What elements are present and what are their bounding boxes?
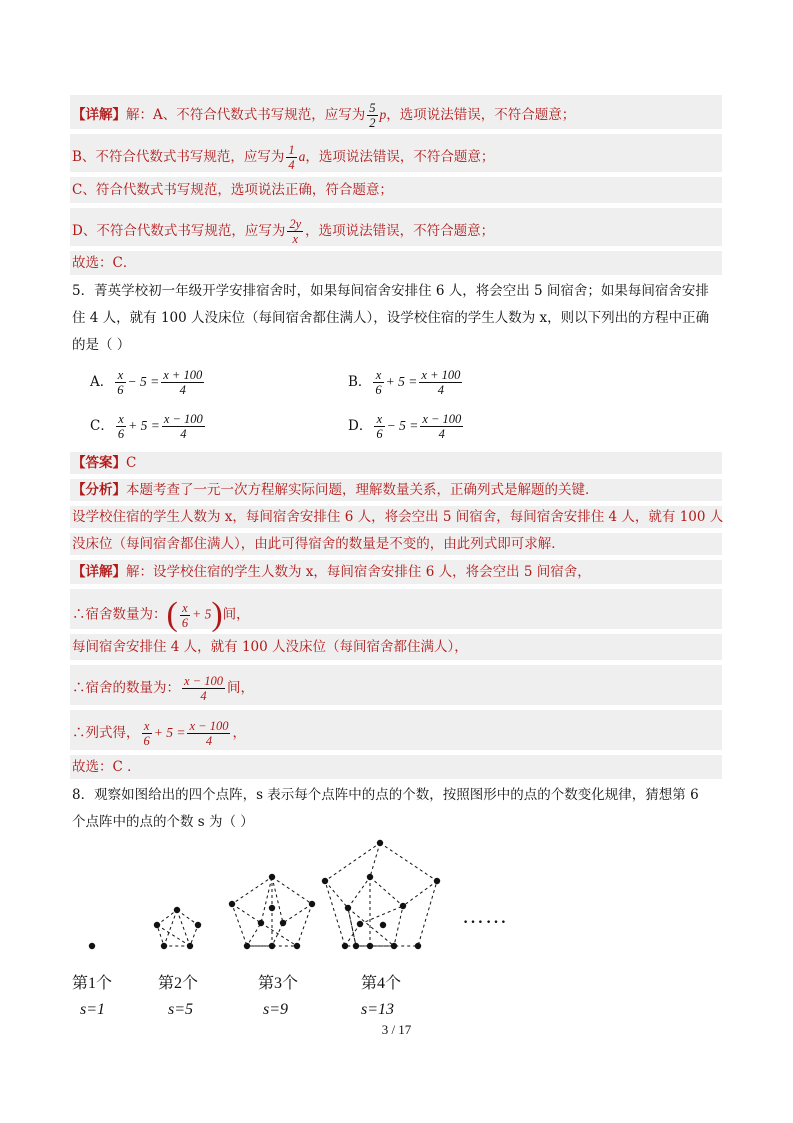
analysis-line2: 设学校住宿的学生人数为 x，每间宿舍安排住 6 人，将会空出 5 间宿舍，每间宿舍安排住 4 人，就有 100 人	[72, 509, 724, 525]
figure-label-1: 第1个	[72, 975, 113, 992]
detail-tag: 【详解】	[72, 564, 126, 580]
figure-label-2: 第2个	[158, 975, 199, 992]
figure-label-4: 第4个	[361, 975, 402, 992]
option-d[interactable]: D． $\frac{x}{6}$ − 5 = $\frac{x - 100}{4}$	[348, 412, 462, 441]
fraction: $\frac{5}{2}$	[369, 101, 376, 130]
lattice-lines	[157, 843, 437, 946]
answer-line	[72, 453, 136, 473]
detail-line-b: B、不符合代数式书写规范，应写为 $\frac{1}{4}$ a，选项说法错误，不符合题意；	[72, 143, 495, 172]
option-a[interactable]: A． $\frac{x}{6}$ − 5 = $\frac{x + 100}{4}$	[90, 368, 203, 397]
detail-line-a	[72, 101, 575, 130]
q8-line2: 个点阵中的点的个数 s 为（ ）	[72, 814, 254, 830]
fraction: $\frac{2y}{x}$	[289, 217, 302, 246]
detail2-dorm1: ∴宿舍数量为：( $\frac{x}{6}$ + 5)间，	[72, 596, 250, 633]
detail-line-d: D、不符合代数式书写规范，应写为 $\frac{2y}{x}$ ，选项说法错误，不符合题意；	[72, 217, 495, 246]
highlight-band	[70, 755, 722, 779]
detail-text: 解：A、不符合代数式书写规范，应写为	[126, 107, 366, 123]
option-c[interactable]: C． $\frac{x}{6}$ + 5 = $\frac{x - 100}{4}$	[90, 412, 203, 441]
detail-text: ，选项说法错误，不符合题意；	[386, 107, 576, 123]
detail-tag: 【详解】	[72, 107, 126, 123]
q8-line1: 8．观察如图给出的四个点阵，s 表示每个点阵中的点的个数，按照图形中的点的个数变化规律，猜想第 6	[72, 787, 699, 803]
detail2-line1: 【详解】解：设学校住宿的学生人数为 x，每间宿舍安排住 6 人，将会空出 5 间宿舍，	[72, 564, 591, 580]
detail2-dorm2: ∴宿舍的数量为： $\frac{x - 100}{4}$ 间，	[72, 674, 254, 703]
fraction: $\frac{1}{4}$	[288, 143, 295, 172]
analysis-line1: 【分析】本题考查了一元一次方程解实际问题，理解数量关系，正确列式是解题的关键．	[72, 482, 599, 498]
highlight-band	[70, 452, 722, 474]
lattice-dots	[89, 840, 440, 949]
page-number: 3 / 17	[381, 1022, 412, 1037]
count-label-2: s=5	[168, 1001, 194, 1018]
highlight-band	[70, 251, 722, 275]
q5-line1: 5．菁英学校初一年级开学安排宿舍时，如果每间宿舍安排住 6 人，将会空出 5 间宿舍；如果每间宿舍安排	[72, 283, 709, 299]
analysis-line3: 没床位（每间宿舍都住满人），由此可得宿舍的数量是不变的，由此列式即可求解．	[72, 536, 565, 552]
analysis-tag: 【分析】	[72, 482, 126, 498]
answer-value: C	[126, 455, 137, 471]
count-label-3: s=9	[263, 1001, 289, 1018]
variable: p	[379, 107, 387, 122]
detail2-equation: ∴列式得， $\frac{x}{6}$ + 5 = $\frac{x - 100}{4}$ ，	[72, 719, 246, 748]
detail-choose: 故选：C．	[72, 255, 137, 271]
detail2-choose: 故选：C ．	[72, 759, 141, 775]
detail2-line3: 每间宿舍安排住 4 人，就有 100 人没床位（每间宿舍都住满人），	[72, 639, 468, 655]
q5-line3: 的是（ ）	[72, 337, 131, 353]
dot-lattice-diagram	[0, 832, 793, 972]
figure-label-3: 第3个	[258, 975, 299, 992]
q5-line2: 住 4 人，就有 100 人没床位（每间宿舍都住满人），设学校住宿的学生人数为 x，则以下列出的方程中正确	[72, 310, 710, 326]
option-b[interactable]: B． $\frac{x}{6}$ + 5 = $\frac{x + 100}{4}$	[348, 368, 461, 397]
count-label-4: s=13	[361, 1001, 395, 1018]
count-label-1: s=1	[80, 1001, 106, 1018]
answer-tag: 【答案】	[72, 455, 126, 471]
detail-line-c: C、符合代数式书写规范，选项说法正确，符合题意；	[72, 182, 393, 198]
ellipsis: ……	[462, 903, 508, 928]
